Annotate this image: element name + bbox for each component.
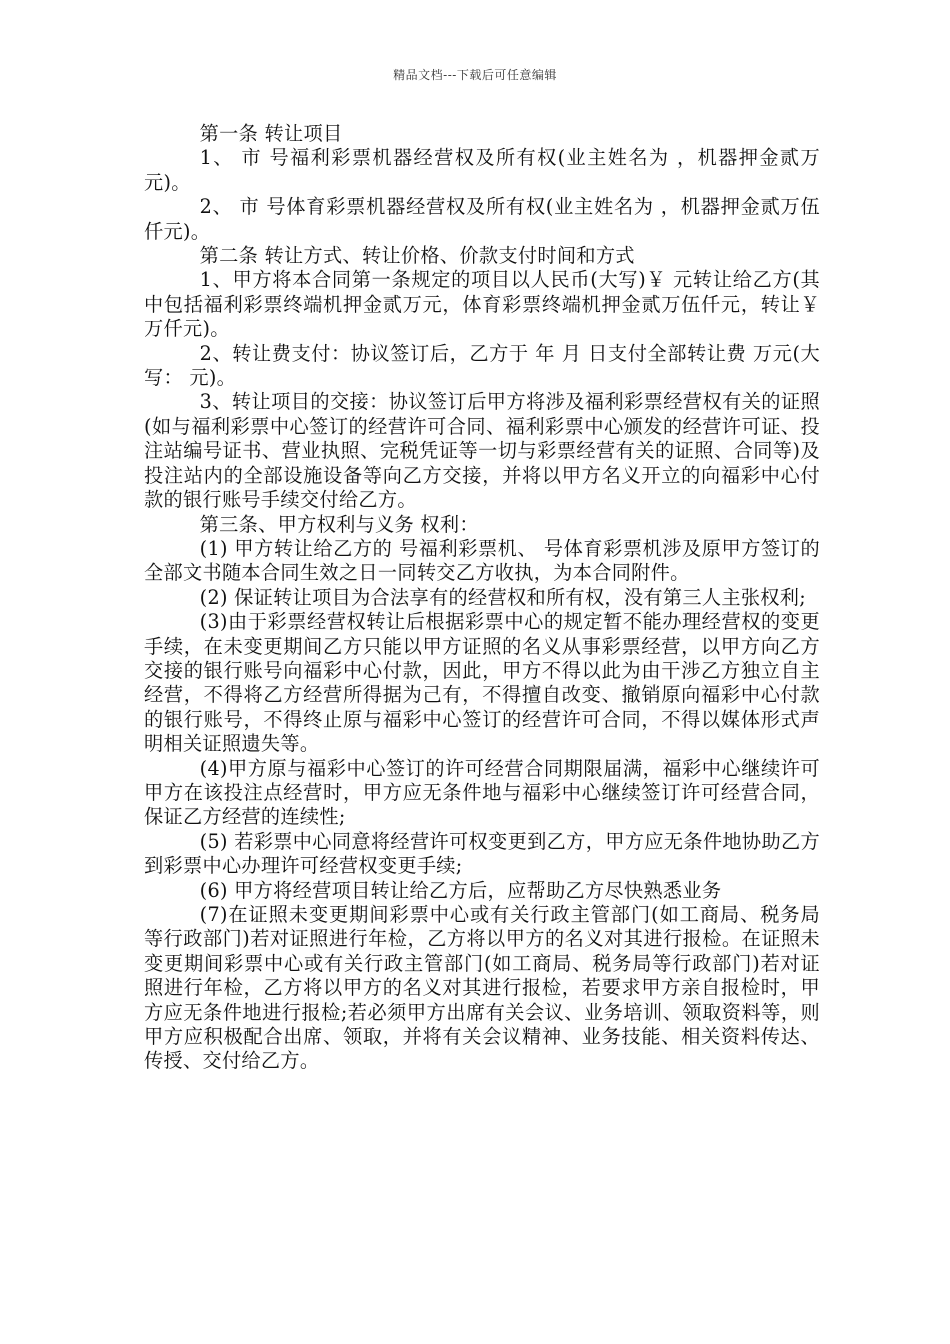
article-3-clause-4: (4)甲方原与福彩中心签订的许可经营合同期限届满，福彩中心继续许可甲方在该投注点经营时，甲方应无条件地与福彩中心继续签订许可经营合同，保证乙方经营的连续性;	[144, 756, 820, 829]
article-3-clause-1: (1) 甲方转让给乙方的 号福利彩票机、 号体育彩票机涉及原甲方签订的全部文书随本合同生效之日一同转交乙方收执，为本合同附件。	[144, 536, 820, 585]
article-3-heading: 第三条、甲方权利与义务 权利：	[199, 512, 479, 536]
contract-body	[144, 122, 827, 1074]
article-3-clause-7: (7)在证照未变更期间彩票中心或有关行政主管部门(如工商局、税务局等行政部门)若对证照进行年检，乙方将以甲方的名义对其进行报检。在证照未变更期间彩票中心或有关行政主管部门(如工商局、税务局等行政部门)若对证照进行年检，乙方将以甲方的名义对其进行报检，若要求甲方亲自报检时，甲方应无条件地进行报检;若必须甲方出席有关会议、业务培训、领取资料等，则甲方应积极配合出席、领取，并将有关会议精神、业务技能、相关资料传达、传授、交付给乙方。	[144, 903, 820, 1073]
article-2-item-3: 3、转让项目的交接：协议签订后甲方将涉及福利彩票经营权有关的证照(如与福利彩票中心签订的经营许可合同、福利彩票中心颁发的经营许可证、投注站编号证书、营业执照、完税凭证等一切与彩票经营有关的证照、合同等)及投注站内的全部设施设备等向乙方交接，并将以甲方名义开立的向福彩中心付款的银行账号手续交付给乙方。	[144, 390, 820, 512]
article-2-heading: 第二条 转让方式、转让价格、价款支付时间和方式	[199, 244, 635, 268]
article-2-item-1: 1、甲方将本合同第一条规定的项目以人民币(大写)￥ 元转让给乙方(其中包括福利彩票终端机押金贰万元，体育彩票终端机押金贰万伍仟元，转让￥ 万仟元)。	[144, 268, 827, 341]
article-1-item-1: 1、 市 号福利彩票机器经营权及所有权(业主姓名为 ，机器押金贰万元)。	[144, 146, 820, 194]
article-3-clause-6: (6) 甲方将经营项目转让给乙方后，应帮助乙方尽快熟悉业务	[199, 878, 722, 902]
article-3-clause-2: (2) 保证转让项目为合法享有的经营权和所有权，没有第三人主张权利;	[199, 585, 807, 609]
article-1-heading: 第一条 转让项目	[199, 122, 343, 145]
article-3-clause-3: (3)由于彩票经营权转让后根据彩票中心的规定暂不能办理经营权的变更手续，在未变更期间乙方只能以甲方证照的名义从事彩票经营，以甲方向乙方交接的银行账号向福彩中心付款，因此，甲方不得以此为由干涉乙方独立自主经营，不得将乙方经营所得据为己有，不得擅自改变、撤销原向福彩中心付款的银行账号，不得终止原与福彩中心签订的经营许可合同，不得以媒体形式声明相关证照遗失等。	[144, 610, 820, 756]
article-2-item-2: 2、转让费支付：协议签订后，乙方于 年 月 日支付全部转让费 万元(大写： 元)。	[144, 341, 820, 390]
page-header: 精品文档---下载后可任意编辑	[393, 68, 557, 82]
article-1-item-2: 2、 市 号体育彩票机器经营权及所有权(业主姓名为 ，机器押金贰万伍仟元)。	[144, 195, 820, 243]
article-3-clause-5: (5) 若彩票中心同意将经营许可权变更到乙方，甲方应无条件地协助乙方到彩票中心办理许可经营权变更手续;	[144, 829, 820, 878]
